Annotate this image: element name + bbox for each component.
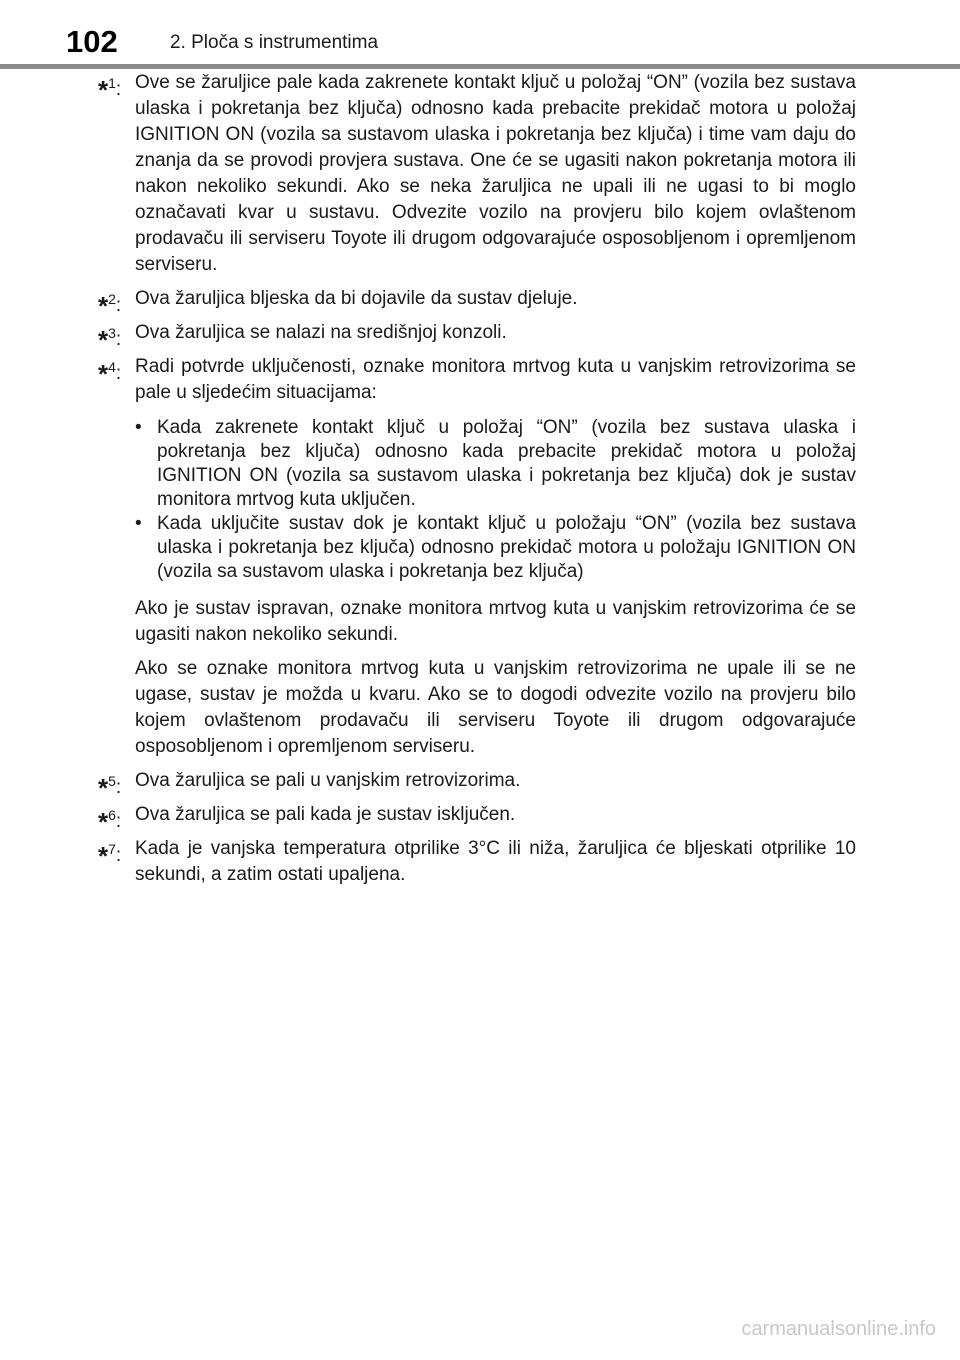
footnote-marker: *$^5$: [98, 773, 122, 803]
footnote-text: Ova žaruljica se pali u vanjskim retrovizorima. [135, 770, 521, 791]
asterisk-icon: * [98, 75, 109, 105]
footnote-text: Kada je vanjska temperatura otprilike 3°C ili niža, žaruljica će bljeskati otprilike 10 sekundi, a zatim ostati upaljena. [135, 838, 856, 885]
asterisk-icon: * [98, 291, 109, 321]
list-item: • Kada uključite sustav dok je kontakt ključ u položaju “ON” (vozila bez sustava ulaska i pokretanja bez ključa) odnosno prekidač motora u položaju IGNITION ON (vozila sa sustavom ulaska i pokretanja bez ključa) [135, 513, 856, 582]
list-item: • Kada zakrenete kontakt ključ u položaj “ON” (vozila bez sustava ulaska i pokretanja bez ključa) odnosno kada prebacite prekidač motora u položaj IGNITION ON (vozila sa sustavom ulaska i pokretanja bez ključa) dok je sustav monitora mrtvog kuta uključen. [135, 417, 856, 510]
footnote-marker: *$^6$: [98, 807, 122, 837]
page-header [0, 0, 960, 70]
asterisk-icon: * [98, 807, 109, 837]
footnote-marker: *$^7$: [98, 841, 122, 871]
header-divider [0, 64, 960, 69]
footnote-7 [0, 836, 960, 888]
footnote-text: Ove se žaruljice pale kada zakrenete kontakt ključ u položaj “ON” (vozila bez sustava ulaska i pokretanja bez ključa) odnosno kada prebacite prekidač motora u položaj IGNITION ON (vozila sa sustavom ulaska i pokretanja bez ključa) i time vam daju do znanja da se provodi provjera sustava. One će se ugasiti nakon pokretanja motora ili nakon nekoliko sekundi. Ako se neka žaruljica ne upali ili ne ugasi to bi moglo označavati kvar u sustavu. Odvezite vozilo na provjeru bilo kojem ovlaštenom prodavaču ili serviseru Toyote ili drugom odgovarajuće osposobljenom i opremljenom serviseru. [135, 72, 856, 275]
footnote-text: Ova žaruljica se nalazi na središnjoj konzoli. [135, 322, 507, 343]
footnote-3 [0, 320, 960, 355]
footnote-marker: *$^3$: [98, 325, 122, 355]
footnote-6 [0, 802, 960, 837]
footnote-paragraph: Ako se oznake monitora mrtvog kuta u vanjskim retrovizorima ne upale ili se ne ugase, sustav je možda u kvaru. Ako se to dogodi odvezite vozilo na provjeru bilo kojem ovlaštenom prodavaču ili serviseru Toyote ili drugom odgovarajuće osposobljenom i opremljenom serviseru. [135, 658, 856, 757]
watermark: carmanualsonline.info [741, 1318, 936, 1340]
footnote-2 [0, 286, 960, 321]
asterisk-icon: * [98, 359, 109, 389]
page-number: 102 [66, 24, 118, 59]
footnote-text: Ova žaruljica bljeska da bi dojavile da sustav djeluje. [135, 288, 578, 309]
footnote-paragraph: Ako je sustav ispravan, oznake monitora mrtvog kuta u vanjskim retrovizorima će se ugasiti nakon nekoliko sekundi. [135, 598, 856, 645]
chapter-title: 2. Ploča s instrumentima [170, 32, 379, 53]
footnote-marker: *$^1$: [98, 75, 122, 105]
bullet-icon: • [135, 513, 142, 534]
footnote-marker: *$^4$: [98, 359, 122, 389]
asterisk-icon: * [98, 773, 109, 803]
bullet-list [135, 416, 856, 584]
asterisk-icon: * [98, 841, 109, 871]
bullet-icon: • [135, 417, 142, 438]
footnote-text: Radi potvrde uključenosti, oznake monitora mrtvog kuta u vanjskim retrovizorima se pale u sljedećim situacijama: [135, 356, 856, 403]
footnote-1 [0, 70, 960, 278]
footnote-5 [0, 768, 960, 803]
asterisk-icon: * [98, 325, 109, 355]
footnote-marker: *$^2$: [98, 291, 122, 321]
footnote-4 [0, 354, 960, 760]
footnote-text: Ova žaruljica se pali kada je sustav isključen. [135, 804, 516, 825]
footnotes-section [0, 70, 960, 896]
